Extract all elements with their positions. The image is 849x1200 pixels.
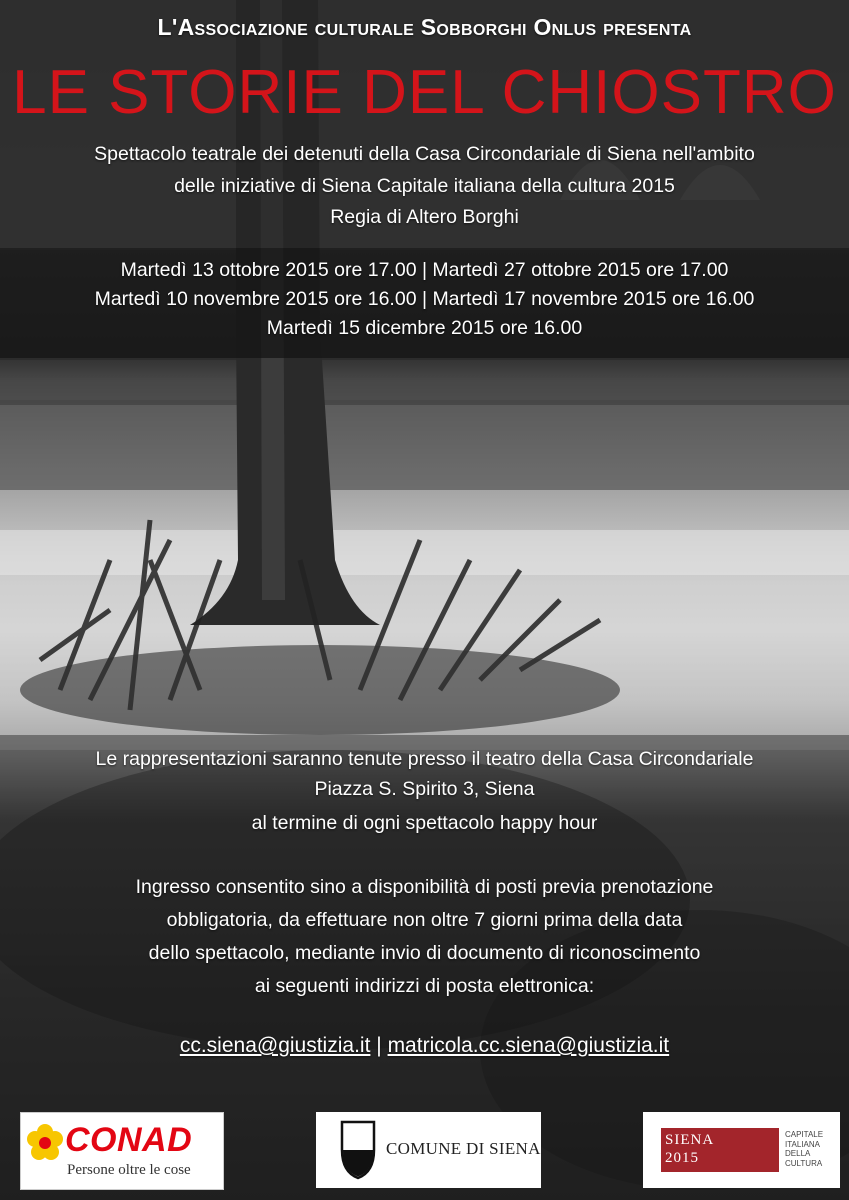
caption-line-4: CULTURA xyxy=(785,1158,823,1168)
dates-line-1: Martedì 13 ottobre 2015 ore 17.00 | Martedì 27 ottobre 2015 ore 17.00 xyxy=(120,259,729,281)
presenter-line: L'Associazione culturale Sobborghi Onlus presenta xyxy=(157,14,692,40)
siena-2015-name: SIENA xyxy=(665,1132,715,1148)
siena-2015-caption xyxy=(785,1130,823,1168)
booking-line-3: dello spettacolo, mediante invio di documento di riconoscimento xyxy=(148,942,701,964)
dates-line-2: Martedì 10 novembre 2015 ore 16.00 | Martedì 17 novembre 2015 ore 16.00 xyxy=(94,288,755,310)
comune-di-siena-logo xyxy=(316,1112,541,1188)
email-link-cc-siena[interactable]: cc.siena@giustizia.it xyxy=(179,1034,371,1057)
venue-line-1: Le rappresentazioni saranno tenute presso il teatro della Casa Circondariale xyxy=(95,748,754,770)
booking-line-2: obbligatoria, da effettuare non oltre 7 giorni prima della data xyxy=(166,909,683,931)
conad-tagline: Persone oltre le cose xyxy=(67,1162,191,1178)
happy-hour-line: al termine di ogni spettacolo happy hour xyxy=(251,812,598,834)
dates-line-3: Martedì 15 dicembre 2015 ore 16.00 xyxy=(266,317,583,339)
booking-line-4: ai seguenti indirizzi di posta elettronica: xyxy=(254,975,595,997)
email-separator: | xyxy=(376,1034,382,1057)
subtitle-line-1: Spettacolo teatrale dei detenuti della Casa Circondariale di Siena nell'ambito xyxy=(94,143,755,165)
email-row xyxy=(0,1034,849,1058)
email-link-matricola[interactable]: matricola.cc.siena@giustizia.it xyxy=(387,1034,670,1057)
caption-line-2: ITALIANA xyxy=(785,1139,820,1149)
conad-name: CONAD xyxy=(65,1121,193,1159)
venue-address: Piazza S. Spirito 3, Siena xyxy=(314,778,535,800)
siena-2015-logo xyxy=(643,1112,840,1188)
event-title: LE STORIE DEL CHIOSTRO xyxy=(12,58,837,127)
booking-line-1: Ingresso consentito sino a disponibilità di posti previa prenotazione xyxy=(135,876,714,898)
siena-2015-year: 2015 xyxy=(665,1150,699,1166)
subtitle-line-2: delle iniziative di Siena Capitale italiana della cultura 2015 xyxy=(174,175,675,197)
director-line: Regia di Altero Borghi xyxy=(330,206,519,228)
caption-line-3: DELLA xyxy=(785,1149,811,1158)
conad-logo xyxy=(20,1112,224,1190)
comune-name: COMUNE DI SIENA xyxy=(386,1139,541,1158)
caption-line-1: CAPITALE xyxy=(785,1130,824,1139)
siena-shield-icon xyxy=(338,1120,378,1180)
